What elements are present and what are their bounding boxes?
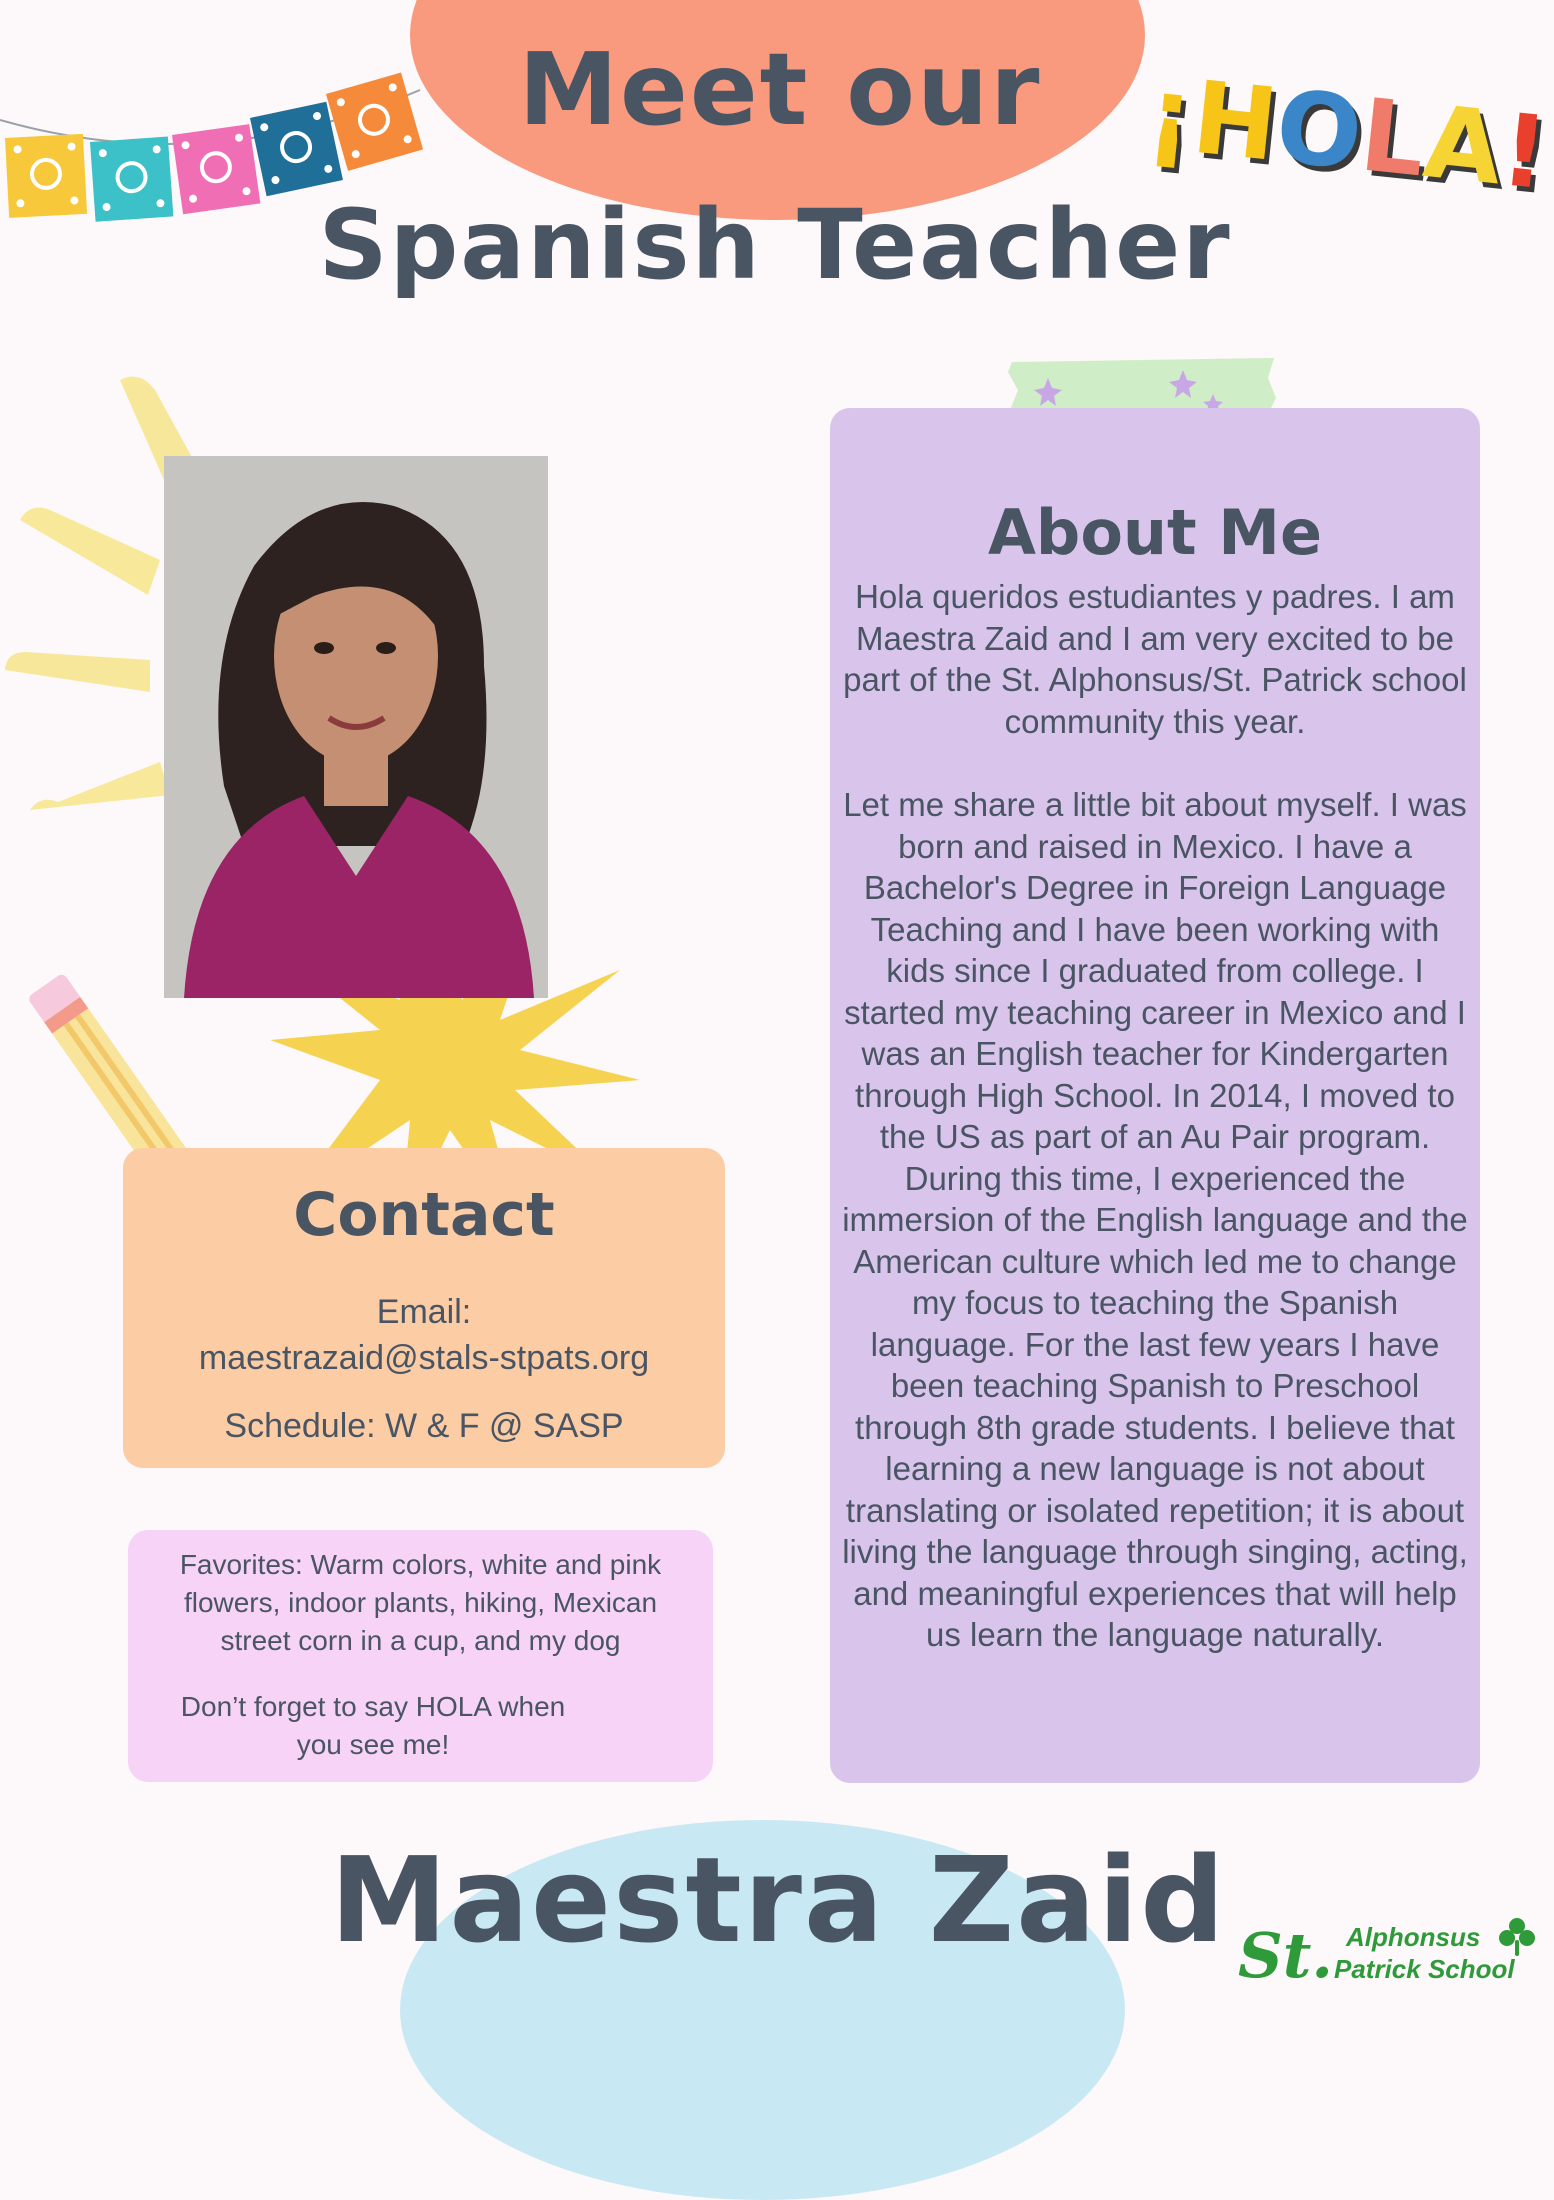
hola-letter: A [1418, 83, 1508, 208]
contact-heading: Contact [293, 1180, 555, 1250]
portrait-illustration [164, 456, 548, 998]
about-heading: About Me [987, 496, 1323, 569]
school-logo [1234, 1916, 1540, 1996]
papel-picado-bunting-icon [0, 50, 430, 200]
hola-letter: ! [1495, 91, 1554, 213]
teacher-name: Maestra Zaid [330, 1831, 1227, 1969]
schedule-text: Schedule: W & F @ SASP [224, 1407, 624, 1445]
shamrock-icon [1496, 1916, 1538, 1958]
logo-line-1: Alphonsus [1346, 1922, 1481, 1952]
hola-reminder-text: Don’t forget to say HOLA when you see me! [180, 1691, 566, 1760]
hola-letter: L [1355, 76, 1431, 200]
about-paragraph-bio: Let me share a little bit about myself. I was born and raised in Mexico. I have a Bachelor's Degree in Foreign Language Teaching and I have been working with kids since I graduated from college. I started my teaching career in Mexico and I was an English teacher for Kindergarten through High School. In 2014, I moved to the US as part of an Au Pair program. During this time, I experienced the immersion of the English language and the American culture which led me to change my focus to teaching the Spanish language. For the last few years I have been teaching Spanish to Preschool through 8th grade students. I believe that learning a new language is not about translating or isolated repetition; it is about living the language through singing, acting, and meaningful experiences that will help us learn the language naturally. [842, 786, 1468, 1653]
favorites-text: Favorites: Warm colors, white and pink flowers, indoor plants, hiking, Mexican street corn in a cup, and my dog [179, 1549, 662, 1656]
hola-letter: O [1270, 67, 1368, 193]
hola-letter: ¡ [1142, 53, 1200, 176]
favorites-card [128, 1530, 713, 1782]
page-title-line-2: Spanish Teacher [318, 189, 1232, 301]
teacher-photo [164, 456, 548, 998]
contact-card [123, 1148, 725, 1468]
about-me-card [830, 408, 1480, 1783]
hola-letter: H [1187, 58, 1283, 184]
logo-monogram: St. [1238, 1919, 1333, 1992]
email-label: Email: [376, 1293, 472, 1331]
logo-line-2: Patrick School [1334, 1954, 1515, 1984]
email-address: maestrazaid@stals-stpats.org [198, 1339, 650, 1377]
about-paragraph-intro: Hola queridos estudiantes y padres. I am Maestra Zaid and I am very excited to be part of the St. Alphonsus/St. Patrick school community this year. [843, 578, 1467, 740]
page-title-line-1: Meet our [518, 31, 1042, 148]
